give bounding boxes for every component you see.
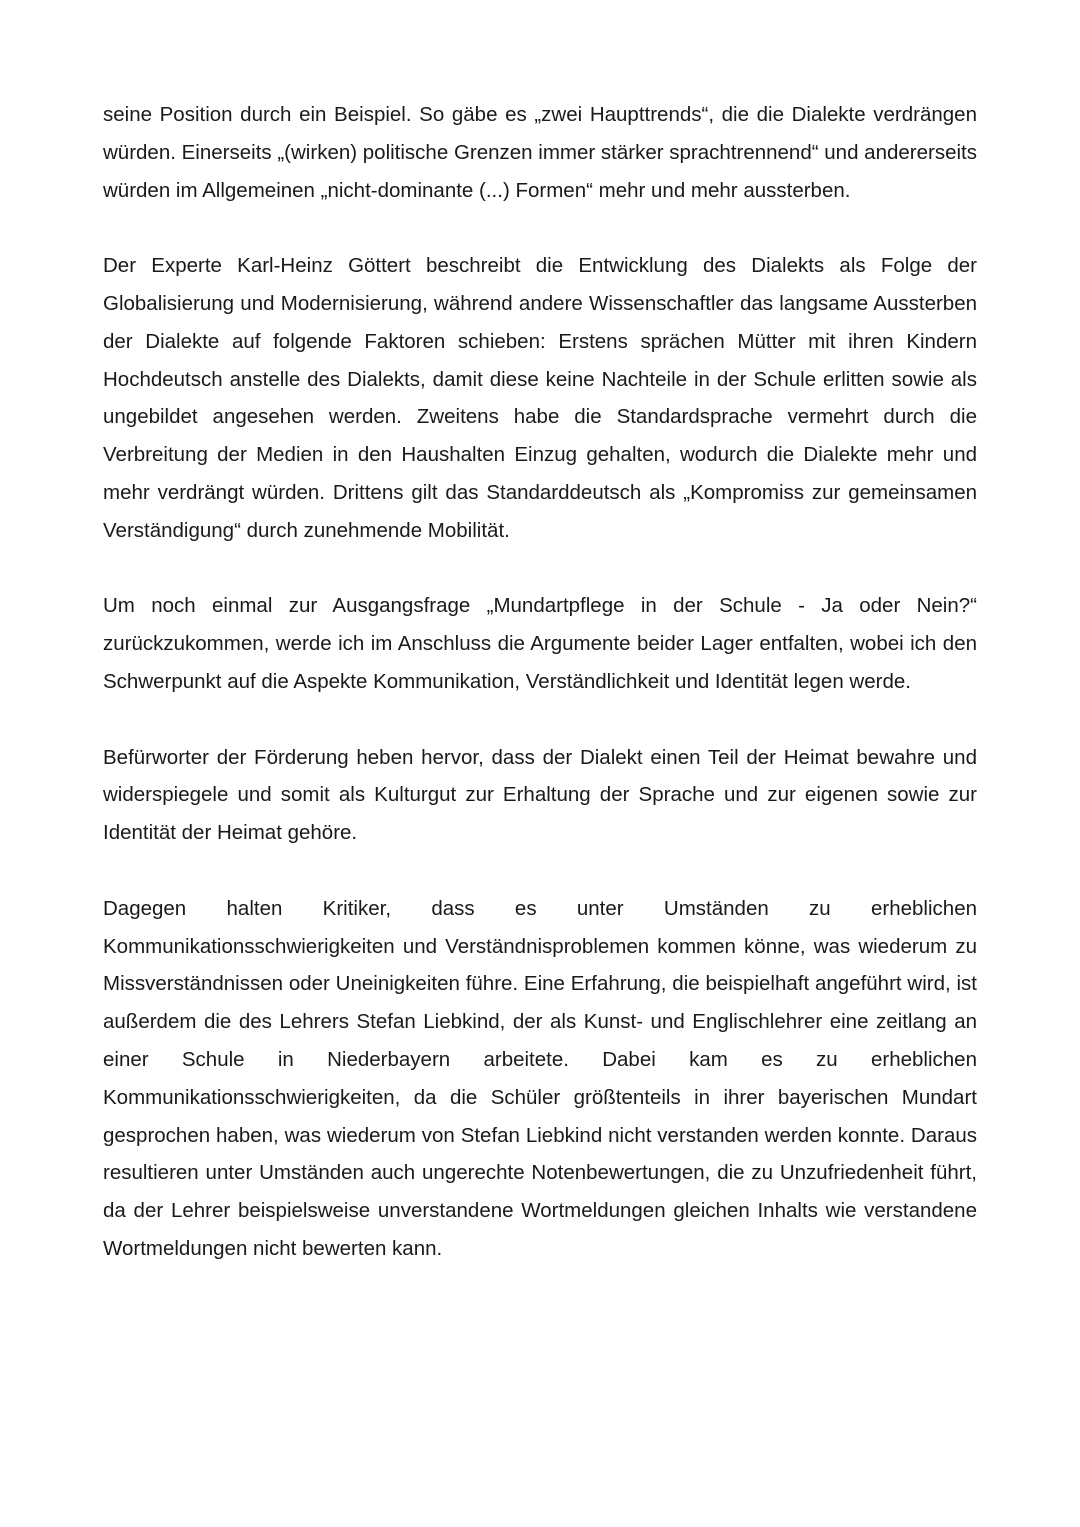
paragraph-supporters: Befürworter der Förderung heben hervor, dass der Dialekt einen Teil der Heimat bewahre und widerspiegele und somit als Kulturgut zur Erhaltung der Sprache und zur eigenen sowie zur Identität der Heimat gehöre. <box>103 745 977 845</box>
paragraph-critics: Dagegen halten Kritiker, dass es unter Umständen zu erheblichen Kommunikationsschwierigkeiten und Verständnisproblemen kommen könne, was wiederum zu Missverständnissen oder Uneinigkeiten führe. Eine Erfahrung, die beispielhaft angeführt wird, ist außerdem die des Lehrers Stefan Liebkind, der als Kunst- und Englischlehrer eine zeitlang an einer Schule in Niederbayern arbeitete. Dabei kam es zu erheblichen Kommunikationsschwierigkeiten, da die Schüler größtenteils in ihrer bayerischen Mundart gesprochen haben, was wiederum von Stefan Liebkind nicht verstanden werden konnte. Daraus resultieren unter Umständen auch ungerechte Notenbewertungen, die zu Unzufriedenheit führt, da der Lehrer beispielsweise unverstandene Wortmeldungen gleichen Inhalts wie verstandene Wortmeldungen nicht bewerten kann. <box>103 896 977 1260</box>
paragraph-dialect-trends: seine Position durch ein Beispiel. So gäbe es „zwei Haupttrends“, die die Dialekte verdrängen würden. Einerseits „(wirken) politische Grenzen immer stärker sprachtrennend“ und andererseits würden im Allgemeinen „nicht-dominante (...) Formen“ mehr und mehr aussterben. <box>103 103 977 202</box>
paragraph-initial-question: Um noch einmal zur Ausgangsfrage „Mundartpflege in der Schule - Ja oder Nein?“ zurückzukommen, werde ich im Anschluss die Argumente beider Lager entfalten, wobei ich den Schwerpunkt auf die Aspekte Kommunikation, Verständlichkeit und Identität legen werde. <box>103 594 977 693</box>
paragraph-dialect-decline-factors: Der Experte Karl-Heinz Göttert beschreibt die Entwicklung des Dialekts als Folge der Globalisierung und Modernisierung, während andere Wissenschaftler das langsame Aussterben der Dialekte auf folgende Faktoren schieben: Erstens sprächen Mütter mit ihren Kindern Hochdeutsch anstelle des Dialekts, damit diese keine Nachteile in der Schule erlitten sowie als ungebildet angesehen werden. Zweitens habe die Standardsprache vermehrt durch die Verbreitung der Medien in den Haushalten Einzug gehalten, wodurch die Dialekte mehr und mehr verdrängt würden. Drittens gilt das Standarddeutsch als „Kompromiss zur gemeinsamen Verständigung“ durch zunehmende Mobilität. <box>103 254 977 542</box>
document-page <box>103 96 977 1268</box>
